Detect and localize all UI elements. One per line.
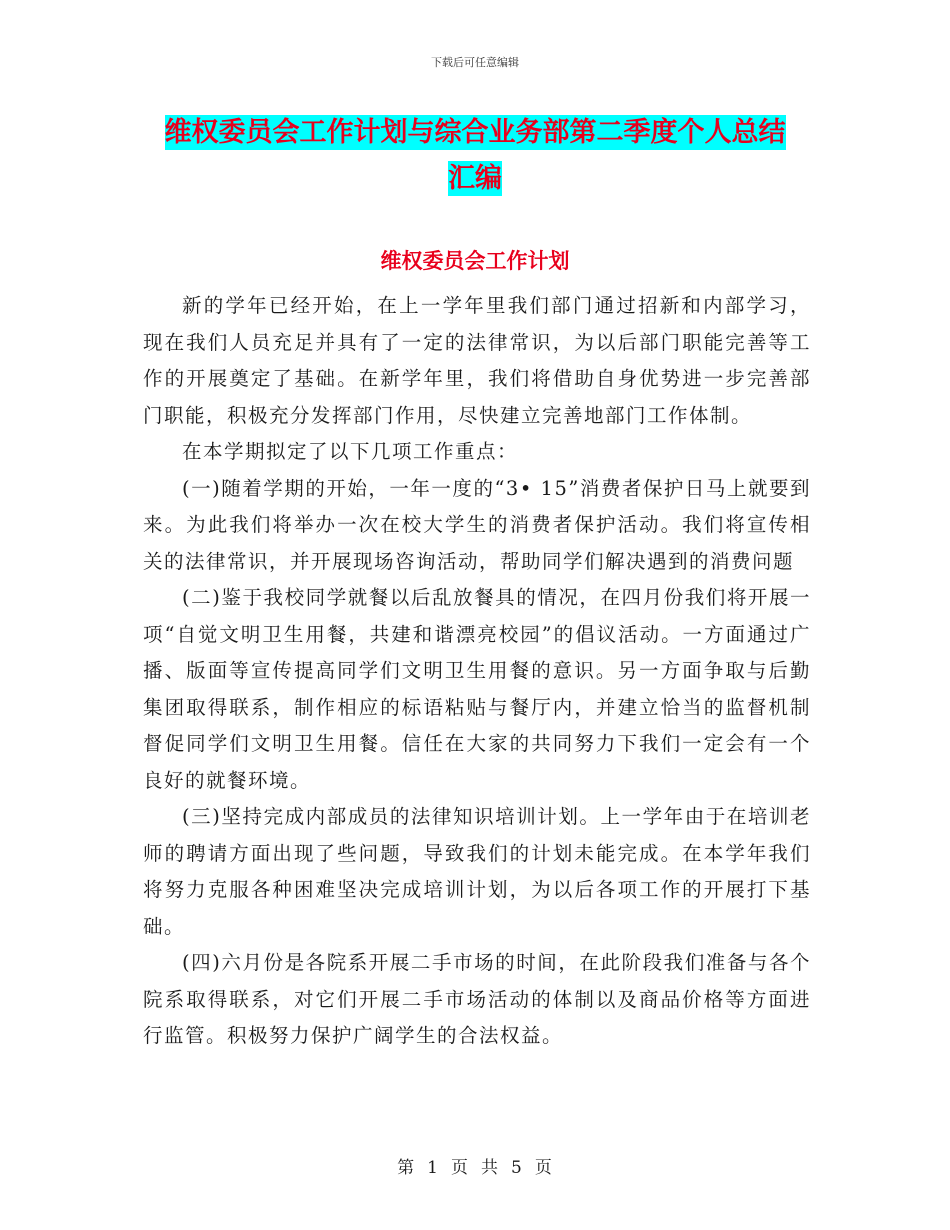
- section-title: 维权委员会工作计划: [380, 249, 570, 273]
- paragraph-item-2: (二)鉴于我校同学就餐以后乱放餐具的情况，在四月份我们将开展一项“自觉文明卫生用餐，共建和谐漂亮校园”的倡议活动。一方面通过广播、版面等宣传提高同学们文明卫生用餐的意识。另一方面争取与后勤集团取得联系，制作相应的标语粘贴与餐厅内，并建立恰当的监督机制督促同学们文明卫生用餐。信任在大家的共同努力下我们一定会有一个良好的就餐环境。: [143, 586, 811, 792]
- paragraph-item-4: (四)六月份是各院系开展二手市场的时间，在此阶段我们准备与各个院系取得联系，对它们开展二手市场活动的体制以及商品价格等方面进行监管。积极努力保护广阔学生的合法权益。: [143, 951, 811, 1047]
- footer-total-prefix: 共: [481, 1158, 499, 1178]
- footer-page-unit: 页: [451, 1158, 469, 1178]
- document-body: [143, 288, 811, 1055]
- footer-total-unit: 页: [534, 1158, 553, 1178]
- page-header-note: 下载后可任意编辑: [431, 56, 519, 69]
- paragraph-focus-heading: 在本学期拟定了以下几项工作重点：: [182, 440, 519, 463]
- footer-prefix: 第: [397, 1158, 416, 1178]
- page-footer: [0, 1153, 950, 1178]
- document-title-line-1: 维权委员会工作计划与综合业务部第二季度个人总结: [164, 117, 786, 148]
- footer-total-pages: 5: [511, 1158, 523, 1178]
- footer-page-number: 1: [427, 1158, 439, 1178]
- paragraph-item-3: (三)坚持完成内部成员的法律知识培训计划。上一学年由于在培训老师的聘请方面出现了些问题，导致我们的计划未能完成。在本学年我们将努力克服各种困难坚决完成培训计划，为以后各项工作的开展打下基础。: [143, 805, 811, 938]
- paragraph-item-1: (一)随着学期的开始，一年一度的“3• 15”消费者保护日马上就要到来。为此我们将举办一次在校大学生的消费者保护活动。我们将宣传相关的法律常识，并开展现场咨询活动，帮助同学们解决遇到的消费问题: [143, 476, 811, 573]
- document-title: [0, 110, 950, 202]
- document-title-line-2: 汇编: [448, 163, 502, 194]
- paragraph-intro: 新的学年已经开始，在上一学年里我们部门通过招新和内部学习，现在我们人员充足并具有了一定的法律常识，为以后部门职能完善等工作的开展奠定了基础。在新学年里，我们将借助自身优势进一步完善部门职能，积极充分发挥部门作用，尽快建立完善地部门工作体制。: [143, 294, 811, 427]
